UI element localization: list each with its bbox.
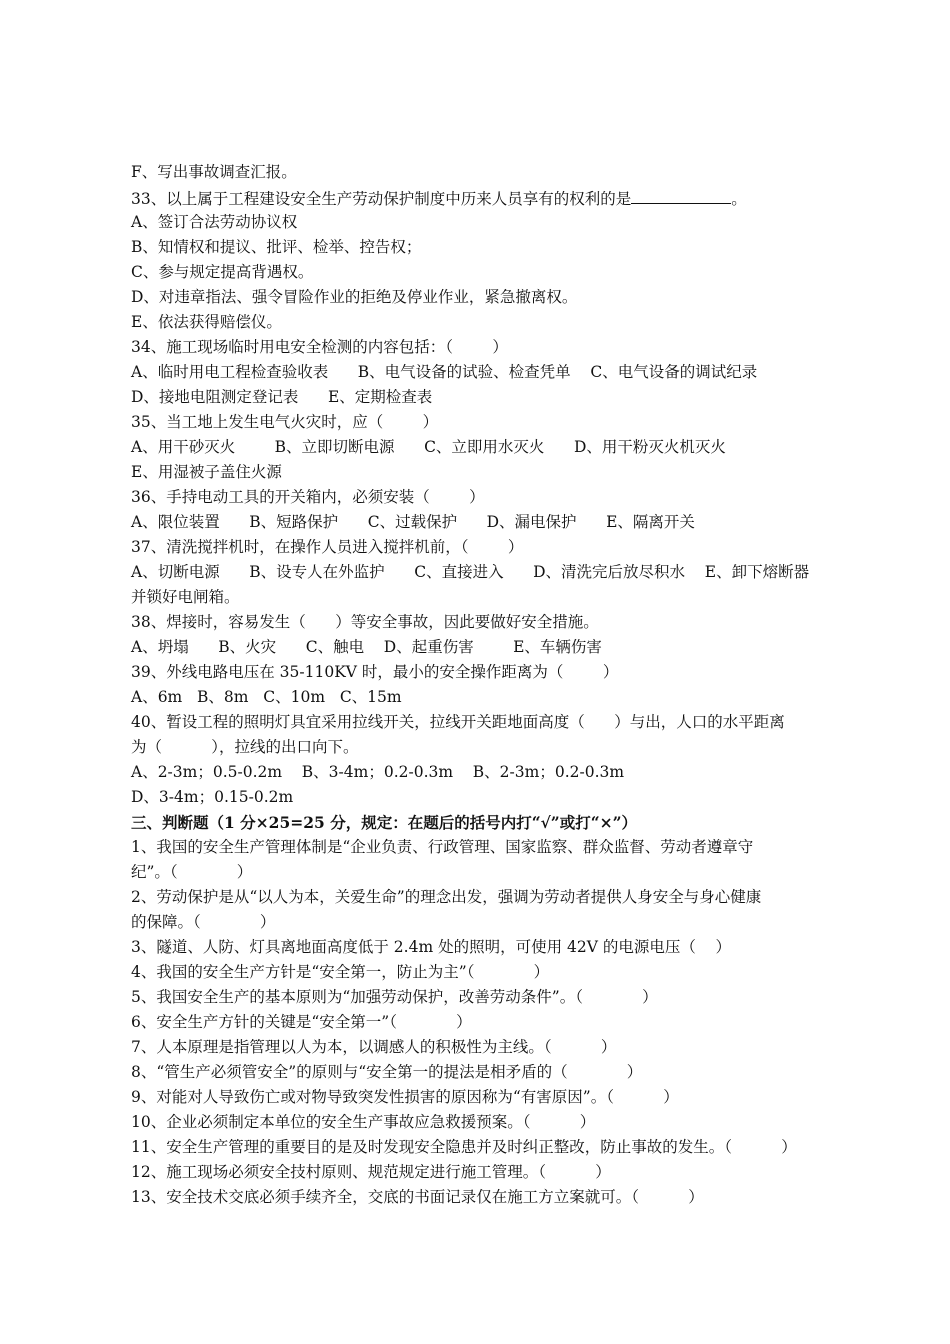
- judgment-item-7: 7、人本原理是指管理以人为本，以调感人的积极性为主线。（ ）: [131, 1038, 617, 1056]
- judgment-item-8: 8、“管生产必须管安全”的原则与“安全第一的提法是相矛盾的（ ）: [131, 1063, 643, 1081]
- text-line: C、参与规定提高背遇权。: [131, 263, 314, 281]
- section-heading: 三、判断题（1 分×25=25 分，规定：在题后的括号内打“√”或打“×”）: [131, 813, 638, 832]
- text-line: A、坍塌 B、火灾 C、触电 D、起重伤害 E、车辆伤害: [131, 638, 602, 656]
- judgment-item-4: 4、我国的安全生产方针是“安全第一，防止为主”（ ）: [131, 963, 550, 981]
- text-line: E、依法获得赔偿仪。: [131, 313, 282, 331]
- text-line: A、临时用电工程检查验收表 B、电气设备的试验、检查凭单 C、电气设备的调试纪录: [131, 363, 758, 381]
- judgment-item-2: 2、劳动保护是从“以人为本，关爱生命”的理念出发，强调为劳动者提供人身安全与身心健康: [131, 888, 762, 906]
- judgment-item-5: 5、我国安全生产的基本原则为“加强劳动保护，改善劳动条件”。（ ）: [131, 988, 658, 1006]
- text-line: 纪”。（ ）: [131, 863, 253, 881]
- judgment-item-11: 11、安全生产管理的重要目的是及时发现安全隐患并及时纠正整改，防止事故的发生。（ ）: [131, 1138, 797, 1156]
- question-35: 35、当工地上发生电气火灾时，应（ ）: [131, 413, 439, 431]
- judgment-item-12: 12、施工现场必须安全技村原则、规范规定进行施工管理。（ ）: [131, 1163, 611, 1181]
- text-line: A、切断电源 B、设专人在外监护 C、直接进入 D、清洗完后放尽积水 E、卸下熔断器: [131, 563, 810, 581]
- question-37: 37、清洗搅拌机时，在操作人员进入搅拌机前，（ ）: [131, 538, 524, 556]
- question-36: 36、手持电动工具的开关箱内，必须安装（ ）: [131, 488, 485, 506]
- question-33: [131, 185, 836, 210]
- text-line: D、接地电阻测定登记表 E、定期检查表: [131, 388, 433, 406]
- text-line: F、写出事故调查汇报。: [131, 163, 297, 181]
- answer-blank: [631, 185, 731, 204]
- judgment-item-3: 3、隧道、人防、灯具离地面高度低于 2.4m 处的照明，可使用 42V 的电源电压（ ）: [131, 938, 732, 956]
- text-line: A、限位装置 B、短路保护 C、过载保护 D、漏电保护 E、隔离开关: [131, 513, 695, 531]
- text-line: D、3-4m；0.15-0.2m: [131, 788, 294, 806]
- text-line: A、2-3m；0.5-0.2m B、3-4m；0.2-0.3m B、2-3m；0.2-0.3m: [131, 763, 625, 781]
- judgment-item-1: 1、我国的安全生产管理体制是“企业负责、行政管理、国家监察、群众监督、劳动者遵章守: [131, 838, 754, 856]
- question-34: 34、施工现场临时用电安全检测的内容包括：（ ）: [131, 338, 508, 356]
- judgment-item-10: 10、企业必须制定本单位的安全生产事故应急救援预案。（ ）: [131, 1113, 596, 1131]
- text-line: B、知情权和提议、批评、检举、控告权；: [131, 238, 422, 256]
- question-38: 38、焊接时，容易发生（ ）等安全事故，因此要做好安全措施。: [131, 613, 599, 631]
- question-39: 39、外线电路电压在 35-110KV 时，最小的安全操作距离为（ ）: [131, 663, 619, 681]
- text-line: E、用湿被子盖住火源: [131, 463, 282, 481]
- text-line: A、签订合法劳动协议权: [131, 213, 298, 231]
- judgment-item-6: 6、安全生产方针的关键是“安全第一”（ ）: [131, 1013, 472, 1031]
- document-page: [131, 160, 836, 1210]
- text-line: 的保障。（ ）: [131, 913, 276, 931]
- question-33-suffix: 。: [731, 190, 747, 208]
- question-40: 40、暂设工程的照明灯具宜采用拉线开关，拉线开关距地面高度（ ）与出，人口的水平距离: [131, 713, 785, 731]
- judgment-item-13: 13、安全技术交底必须手续齐全，交底的书面记录仅在施工方立案就可。（ ）: [131, 1188, 704, 1206]
- text-line: D、对违章指法、强令冒险作业的拒绝及停业作业，紧急撤离权。: [131, 288, 578, 306]
- text-line: A、6m B、8m C、10m C、15m: [131, 688, 402, 706]
- judgment-item-9: 9、对能对人导致伤亡或对物导致突发性损害的原因称为“有害原因”。（ ）: [131, 1088, 679, 1106]
- text-line: A、用干砂灭火 B、立即切断电源 C、立即用水灭火 D、用干粉灭火机灭火: [131, 438, 726, 456]
- text-line: 为（ ），拉线的出口向下。: [131, 738, 359, 756]
- question-33-text: 33、以上属于工程建设安全生产劳动保护制度中历来人员享有的权利的是: [131, 190, 632, 208]
- text-line: 并锁好电闸箱。: [131, 588, 240, 606]
